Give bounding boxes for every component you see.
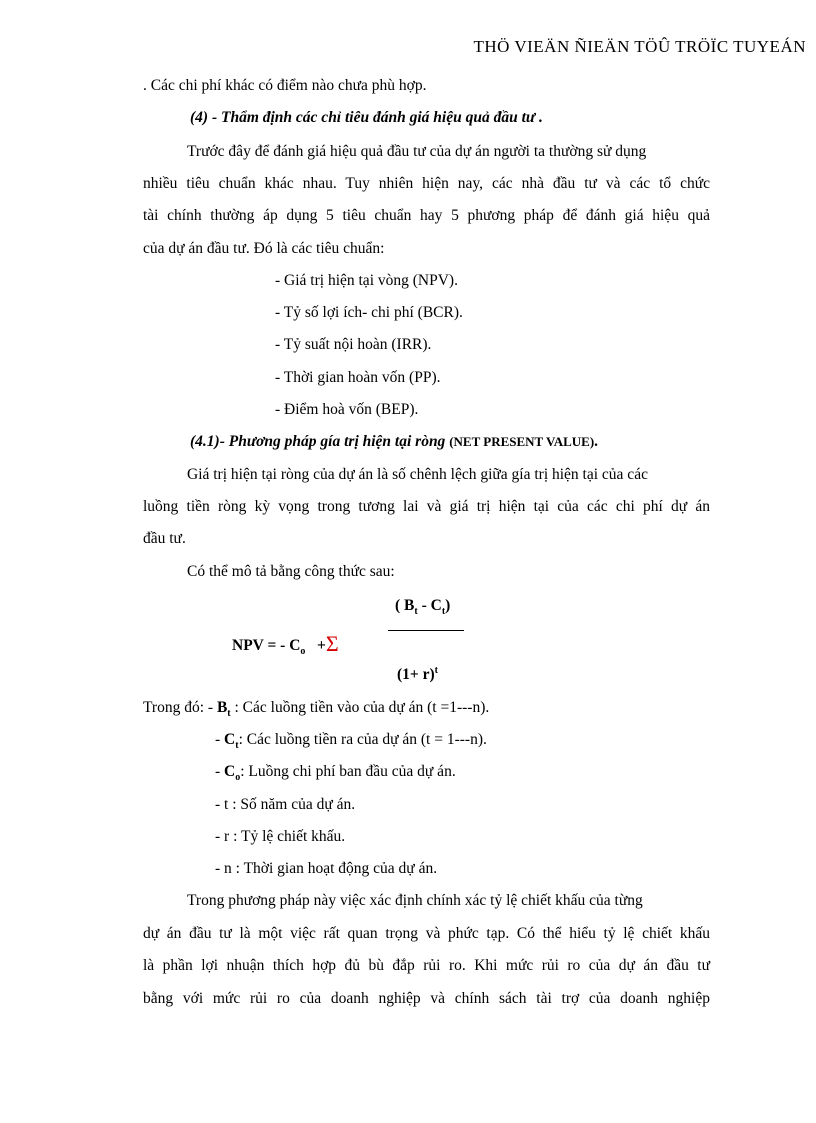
paragraph-line: là phần lợi nhuận thích hợp đủ bù đắp rủi ro. Khi mức rủi ro của dự án đầu tư bbox=[143, 957, 710, 974]
page-header: THÖ VIEÄN ÑIEÄN TÖÛ TRÖÏC TUYEÁN bbox=[473, 37, 806, 56]
text-line: . Các chi phí khác có điểm nào chưa phù hợp. bbox=[143, 77, 427, 94]
section-heading-4-1 bbox=[190, 433, 598, 451]
paragraph-line: Trong phương pháp này việc xác định chính xác tỷ lệ chiết khấu của từng bbox=[187, 892, 643, 909]
criteria-item: - Tỷ số lợi ích- chi phí (BCR). bbox=[275, 304, 463, 321]
paragraph-line: bằng với mức rủi ro của doanh nghiệp và chính sách tài trợ của doanh nghiệp bbox=[143, 990, 710, 1007]
paragraph-line: nhiều tiêu chuẩn khác nhau. Tuy nhiên hiện nay, các nhà đầu tư và các tổ chức bbox=[143, 175, 710, 192]
fraction-bar bbox=[388, 630, 464, 631]
definition-item: - t : Số năm của dự án. bbox=[215, 796, 356, 813]
paragraph-line: Trước đây để đánh giá hiệu quả đầu tư của dự án người ta thường sử dụng bbox=[187, 143, 647, 160]
criteria-item: - Điểm hoà vốn (BEP). bbox=[275, 401, 419, 418]
paragraph-line: luồng tiền ròng kỳ vọng trong tương lai và giá trị hiện tại của các chi phí dự án bbox=[143, 498, 710, 515]
paragraph-line: Giá trị hiện tại ròng của dự án là số chênh lệch giữa gía trị hiện tại của các bbox=[187, 466, 648, 483]
formula-denominator: $(1+ r)^t$ bbox=[397, 665, 439, 684]
definition-item: - r : Tỷ lệ chiết khấu. bbox=[215, 828, 346, 845]
heading-paren: (NET PRESENT VALUE) bbox=[449, 434, 595, 449]
sigma-symbol: Σ bbox=[325, 631, 339, 656]
criteria-item: - Tỷ suất nội hoàn (IRR). bbox=[275, 336, 432, 353]
heading-main: (4.1)- Phương pháp gía trị hiện tại ròng bbox=[190, 433, 450, 450]
paragraph-line: dự án đầu tư là một việc rất quan trọng và phức tạp. Có thể hiểu tỷ lệ chiết khấu bbox=[143, 925, 710, 942]
formula-intro: Có thể mô tả bằng công thức sau: bbox=[187, 563, 395, 580]
criteria-item: - Thời gian hoàn vốn (PP). bbox=[275, 369, 441, 386]
definition-item: - n : Thời gian hoạt động của dự án. bbox=[215, 860, 438, 877]
formula-numerator: ( $B_t - C_t$) bbox=[395, 597, 451, 618]
definition-item: - $C_o$: Luồng chi phí ban đầu của dự án. bbox=[215, 763, 456, 784]
paragraph-line: tài chính thường áp dụng 5 tiêu chuẩn hay 5 phương pháp để đánh giá hiệu quả bbox=[143, 207, 710, 224]
formula-lhs: NPV = - $C_o$ +Σ bbox=[232, 631, 339, 658]
section-heading-4: (4) - Thẩm định các chỉ tiêu đánh giá hiệu quả đầu tư . bbox=[190, 109, 543, 126]
heading-end: . bbox=[594, 433, 599, 450]
definition-item: Trong đó: - $B_t$ : Các luồng tiền vào của dự án (t =1---n). bbox=[143, 699, 490, 720]
paragraph-line: đầu tư. bbox=[143, 530, 186, 547]
criteria-item: - Giá trị hiện tại vòng (NPV). bbox=[275, 272, 458, 289]
paragraph-line: của dự án đầu tư. Đó là các tiêu chuẩn: bbox=[143, 240, 385, 257]
definition-item: - $C_t$: Các luồng tiền ra của dự án (t = 1---n). bbox=[215, 731, 487, 752]
